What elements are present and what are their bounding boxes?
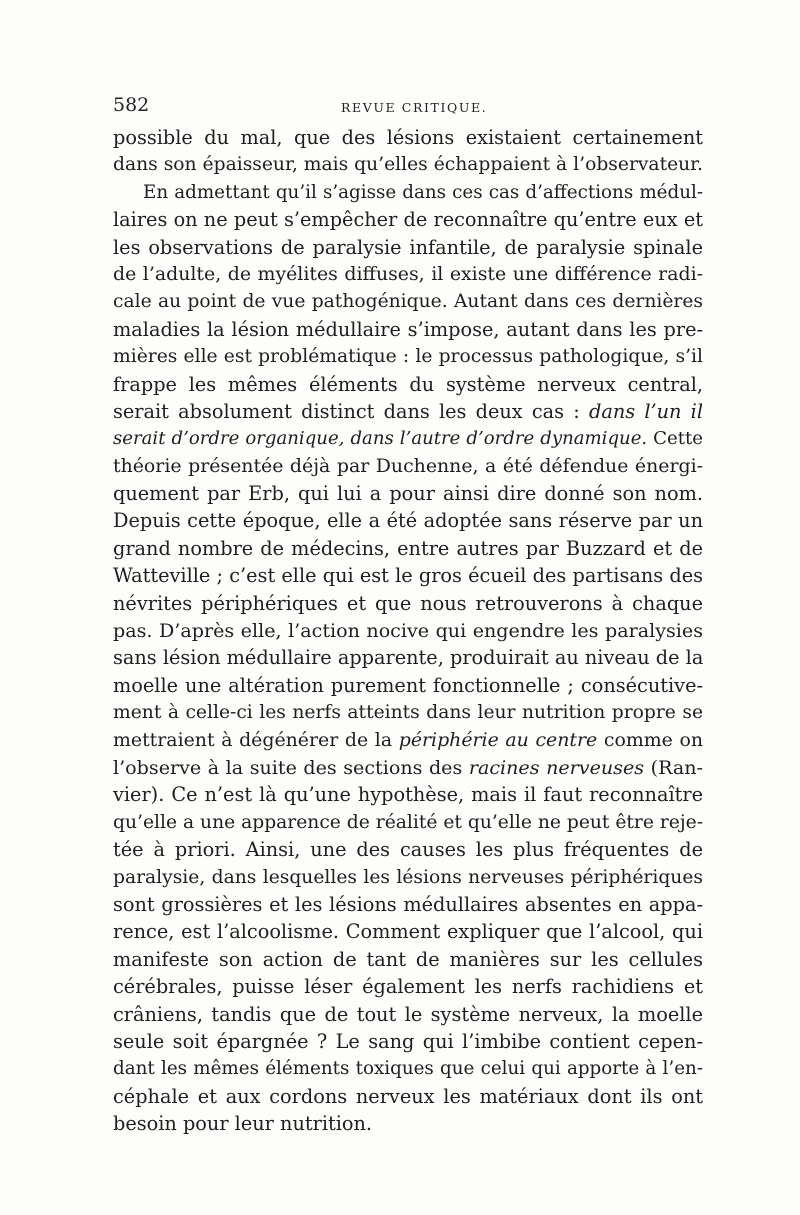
text-segment: dant les mêmes éléments toxiques que celui qui apporte à l’en- [113,1058,703,1080]
text-segment: frappe les mêmes éléments du système nerveux central, [113,372,703,396]
text-segment: rence, est l’alcoolisme. Comment expliquer que l’alcool, qui [113,920,703,944]
text-segment: possible du mal, que des lésions existaient certainement [113,126,703,149]
text-line [113,1055,703,1082]
body-text [113,124,703,1137]
text-segment: serait absolument distinct dans les deux cas : [113,399,589,423]
text-line [113,590,703,617]
text-segment: manifeste son action de tant de manières sur les cellules [113,947,703,971]
text-segment: qu’elle a une apparence de réalité et qu’elle ne peut être reje- [113,811,704,833]
text-segment: seule soit épargnée ? Le sang qui l’imbibe contient cepen- [113,1029,703,1053]
text-segment: les observations de paralysie infantile, de paralysie spinale [113,235,703,259]
text-line [113,234,703,261]
text-segment: cale au point de vue pathogénique. Autant dans ces dernières [113,291,703,313]
text-line [113,1028,703,1055]
text-line [113,836,703,863]
text-line [113,644,703,671]
text-segment: cérébrales, puisse léser également les nerfs rachidiens et [113,975,703,999]
text-line [113,809,703,836]
italic-text: racines nerveuses [468,755,645,779]
text-line [113,617,703,644]
text-segment: de l’adulte, de myélites diffuses, il existe une différence radi- [113,262,703,285]
text-line [113,261,703,288]
text-line [113,1001,703,1028]
text-segment: mettraient à dégénérer de la [113,728,399,751]
text-segment: tée à priori. Ainsi, une des causes les plus fréquentes de [113,838,703,862]
text-line [113,1083,703,1110]
text-line [113,1110,703,1137]
text-segment: céphale et aux cordons nerveux les matériaux dont ils ont [113,1084,703,1108]
text-line [113,453,703,480]
text-line [113,672,703,699]
text-segment: laires on ne peut s’empêcher de reconnaître qu’entre eux et [113,208,703,232]
text-segment: ment à celle-ci les nerfs atteints dans leur nutrition propre se [113,702,703,724]
page-number: 582 [113,94,150,116]
text-line [113,891,703,918]
italic-text: dans l’un il [588,399,704,423]
text-line [113,371,703,398]
text-line [113,425,703,452]
page-header [113,94,703,122]
text-segment: paralysie, dans lesquelles les lésions nerveuses périphériques [113,866,703,888]
italic-text: serait d’ordre organique, dans l’autre d’ordre dynamique. [113,428,648,450]
text-line [113,507,703,534]
text-line [113,918,703,945]
italic-text: périphérie au centre [398,728,598,751]
text-segment: vier). Ce n’est là qu’une hypothèse, mais il faut reconnaître [113,783,703,807]
text-segment: pas. D’après elle, l’action nocive qui engendre les paralysies [113,619,703,643]
text-segment: quement par Erb, qui lui a pour ainsi dire donné son nom. [113,482,703,506]
text-line [113,535,703,562]
text-line [113,151,703,178]
text-segment: (Ran- [644,755,704,779]
text-segment: mières elle est problématique : le processus pathologique, s’il [113,346,703,368]
text-segment: Cette [647,428,703,450]
text-line [113,864,703,891]
text-segment: comme on [597,728,704,751]
text-line [113,699,703,726]
text-line [113,727,703,754]
text-segment: crâniens, tandis que de tout le système nerveux, la moelle [113,1002,703,1026]
text-segment: moelle une altération purement fonctionnelle ; consécutive- [113,673,703,697]
running-title: REVUE CRITIQUE. [341,100,488,115]
text-segment: sans lésion médullaire apparente, produirait au niveau de la [113,646,704,670]
text-line [113,179,703,206]
text-segment: Depuis cette époque, elle a été adoptée sans réserve par un [113,509,703,533]
text-line [113,343,703,370]
text-line [113,562,703,589]
text-line [113,124,703,151]
text-line [113,946,703,973]
text-segment: Watteville ; c’est elle qui est le gros écueil des partisans des [113,564,703,588]
text-segment: dans son épaisseur, mais qu’elles échappaient à l’observateur. [113,154,703,176]
text-segment: sont grossières et les lésions médullaires absentes en appa- [113,892,703,916]
text-line [113,781,703,808]
text-line [113,480,703,507]
text-segment: grand nombre de médecins, entre autres par Buzzard et de [113,536,703,560]
text-segment: l’observe à la suite des sections des [113,755,469,779]
text-line [113,398,703,425]
text-line [113,973,703,1000]
text-line [113,316,703,343]
text-line [113,754,703,781]
text-line [113,206,703,233]
text-segment: maladies la lésion médullaire s’impose, autant dans les pre- [113,317,703,341]
text-line [113,288,703,315]
text-segment: théorie présentée déjà par Duchenne, a été défendue énergi- [113,454,703,477]
text-segment: névrites périphériques et que nous retrouverons à chaque [113,591,703,615]
text-segment: En admettant qu’il s’agisse dans ces cas d’affections médul- [143,181,703,203]
text-segment: besoin pour leur nutrition. [113,1112,373,1136]
